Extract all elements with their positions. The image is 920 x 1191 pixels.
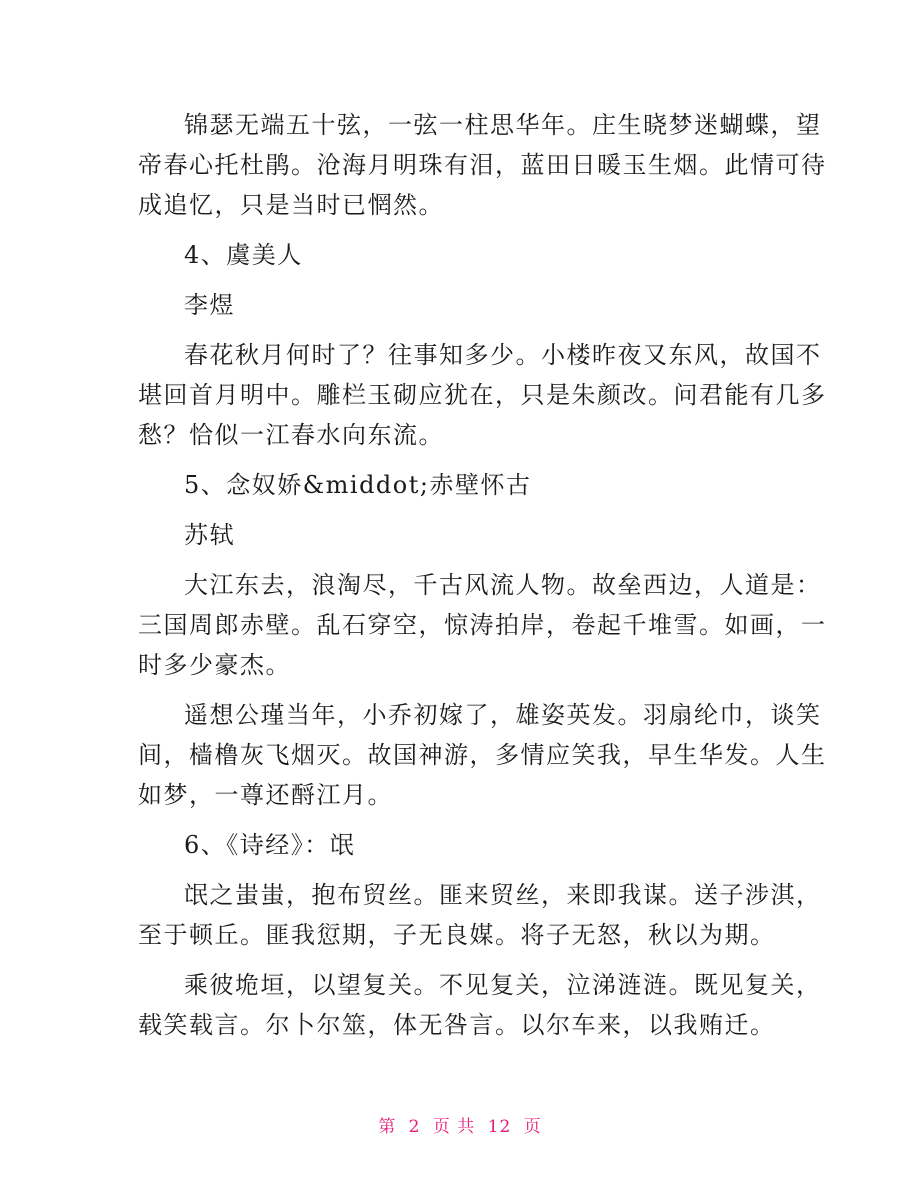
document-body [138,105,827,1045]
poem-line: 锦瑟无端五十弦，一弦一柱思华年。庄生晓梦迷蝴蝶，望 [184,111,822,139]
section-heading: 4、虞美人 [184,241,303,269]
footer-middle: 页 共 [432,1117,476,1137]
author-name: 李煜 [184,291,235,319]
section-heading: 6、《诗经》：氓 [184,831,356,859]
poem-line: 乘彼垝垣，以望复关。不见复关，泣涕涟涟。既见复关， [184,971,822,999]
footer-prefix: 第 [378,1117,397,1137]
page-number: 2 [408,1117,421,1137]
poem-line: 三国周郎赤壁。乱石穿空，惊涛拍岸，卷起千堆雪。如画，一 [138,611,827,639]
page-footer [0,1112,920,1137]
poem-line: 时多少豪杰。 [138,651,291,679]
poem-line: 愁？恰似一江春水向东流。 [138,421,444,449]
poem-line: 遥想公瑾当年，小乔初嫁了，雄姿英发。羽扇纶巾，谈笑 [184,701,822,729]
poem-line: 如梦，一尊还酹江月。 [138,781,393,809]
poem-line: 成追忆，只是当时已惘然。 [138,191,444,219]
poem-line: 氓之蚩蚩，抱布贸丝。匪来贸丝，来即我谋。送子涉淇， [184,881,822,909]
author-name: 苏轼 [184,521,235,549]
poem-line: 间，樯橹灰飞烟灭。故国神游，多情应笑我，早生华发。人生 [138,741,827,769]
section-heading: 5、念奴娇&middot;赤壁怀古 [184,471,532,499]
poem-line: 帝春心托杜鹃。沧海月明珠有泪，蓝田日暖玉生烟。此情可待 [138,151,827,179]
poem-line: 大江东去，浪淘尽，千古风流人物。故垒西边，人道是： [184,571,822,599]
poem-line: 春花秋月何时了？往事知多少。小楼昨夜又东风，故国不 [184,341,822,369]
poem-line: 堪回首月明中。雕栏玉砌应犹在，只是朱颜改。问君能有几多 [138,381,827,409]
page-total: 12 [487,1117,512,1137]
poem-line: 至于顿丘。匪我愆期，子无良媒。将子无怒，秋以为期。 [138,921,776,949]
poem-line: 载笑载言。尔卜尔筮，体无咎言。以尔车来，以我贿迁。 [138,1011,776,1039]
footer-suffix: 页 [523,1117,542,1137]
